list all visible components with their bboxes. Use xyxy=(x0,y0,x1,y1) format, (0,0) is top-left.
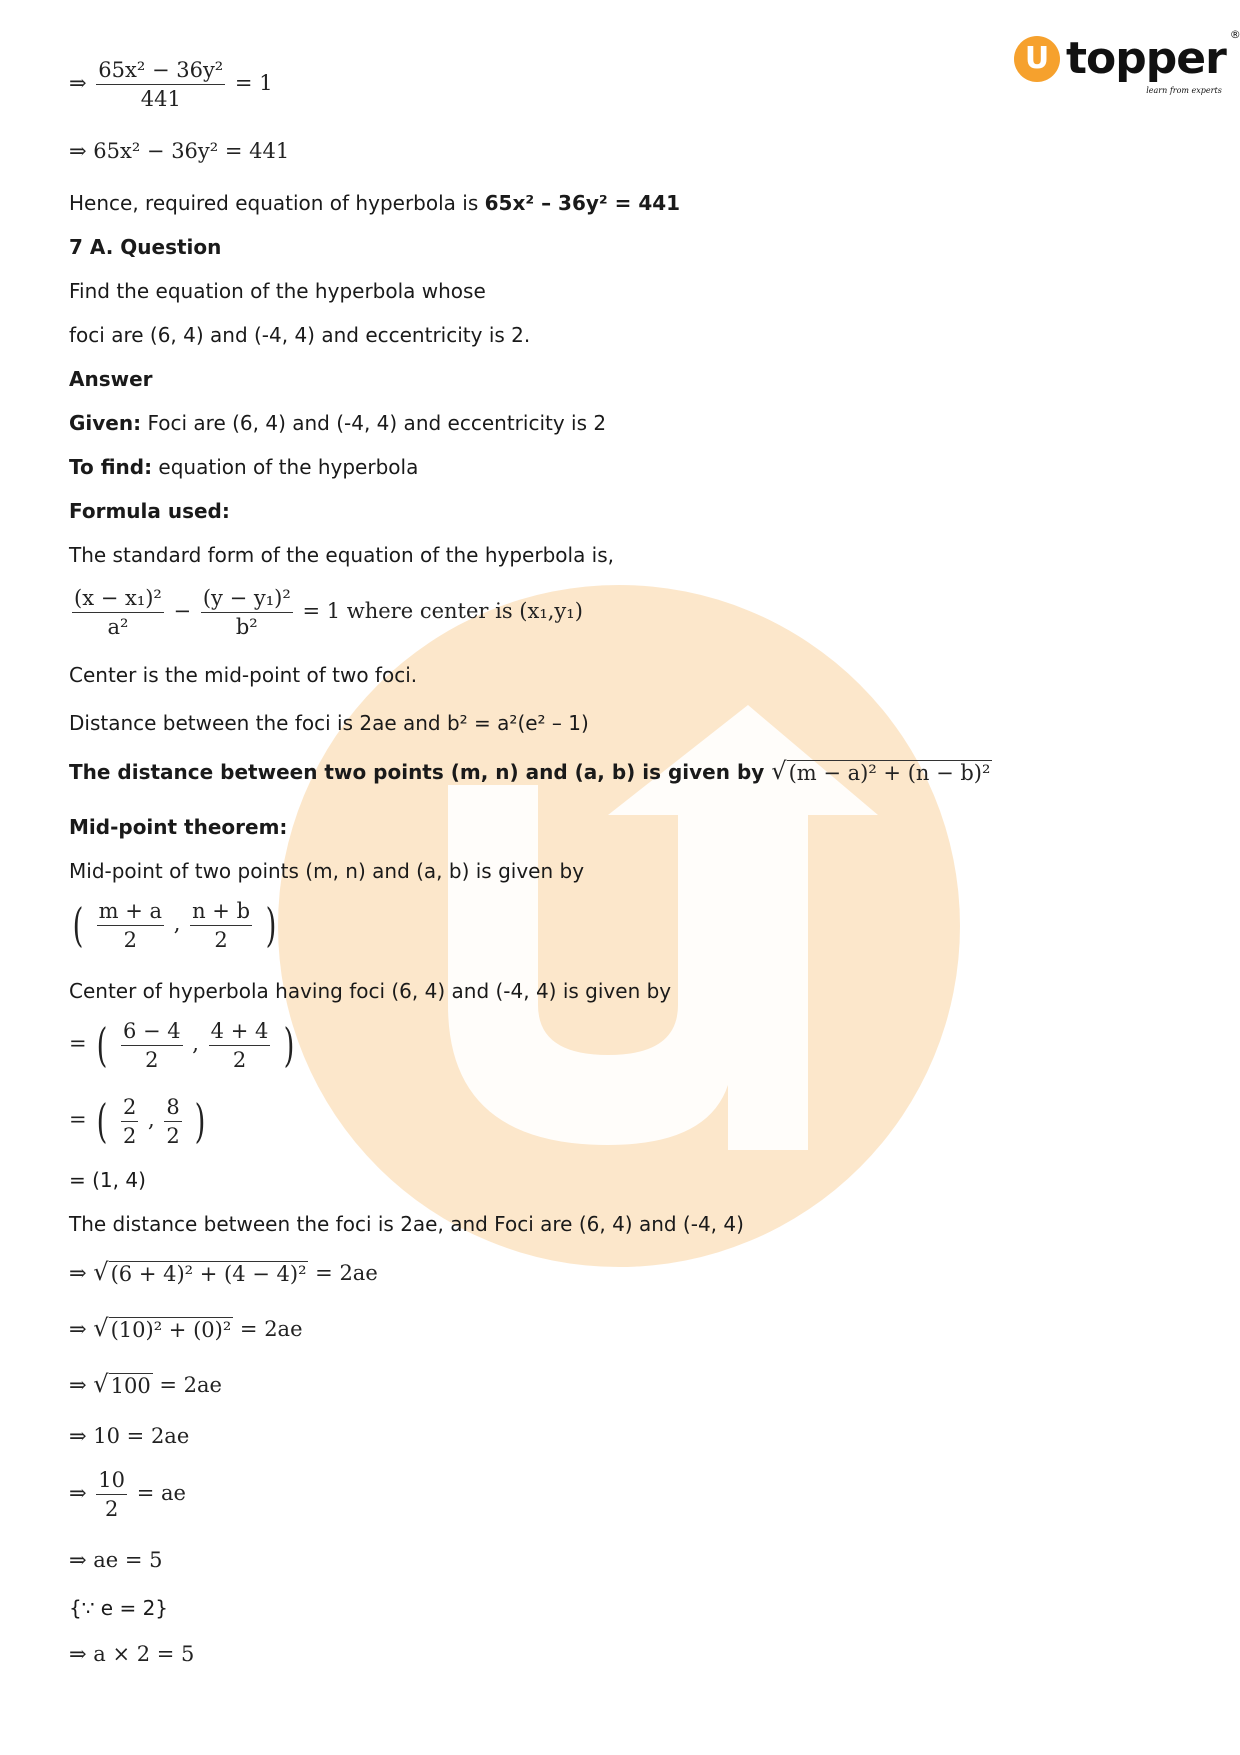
distance-foci-text: Distance between the foci is 2ae and b² = a²(e² – 1) xyxy=(69,711,589,735)
formula-heading: Formula used: xyxy=(69,499,230,523)
center-calc-2: = ( $\frac{2}{2}$ , $\frac{8}{2}$ ) xyxy=(69,1094,206,1148)
midpoint-text: Mid-point of two points (m, n) and (a, b) is given by xyxy=(69,859,585,883)
step-3: ⇒ √ 100 = 2ae xyxy=(69,1370,222,1398)
center-calc-1: = ( $\frac{6 - 4}{2}$ , $\frac{4 + 4}{2}$ ) xyxy=(69,1018,295,1072)
center-hyperbola-text: Center of hyperbola having foci (6, 4) and (-4, 4) is given by xyxy=(69,979,672,1003)
equation-2: ⇒ 65x² − 36y² = 441 xyxy=(69,139,290,163)
logo-wordmark: topper ® learn from experts xyxy=(1066,28,1240,95)
equation-fraction-1: ⇒ $\frac{\text{65x² − 36y²}}{441}$ = 1 xyxy=(69,58,273,111)
midpoint-heading: Mid-point theorem: xyxy=(69,815,288,839)
hence-statement: Hence, required equation of hyperbola is 65x² – 36y² = 441 xyxy=(69,191,681,215)
step-2: ⇒ √ (10)² + (0)² = 2ae xyxy=(69,1314,303,1342)
standard-form-text: The standard form of the equation of the hyperbola is, xyxy=(69,543,615,567)
center-result: = (1, 4) xyxy=(69,1168,146,1192)
step-4: ⇒ 10 = 2ae xyxy=(69,1424,190,1448)
to-find-line: To find: equation of the hyperbola xyxy=(69,455,419,479)
question-line-1: Find the equation of the hyperbola whose xyxy=(69,279,486,303)
step-5: ⇒ $\frac{10}{2}$ = ae xyxy=(69,1468,186,1521)
step-7: {∵ e = 2} xyxy=(69,1596,169,1620)
distance-formula-line: The distance between two points (m, n) and (a, b) is given by √ (m − a)² + (n − b)² xyxy=(69,757,991,785)
step-8: ⇒ a × 2 = 5 xyxy=(69,1642,195,1666)
question-line-2: foci are (6, 4) and (-4, 4) and eccentricity is 2. xyxy=(69,323,531,347)
center-text: Center is the mid-point of two foci. xyxy=(69,663,418,687)
midpoint-formula: ( $\frac{m + a}{2}$ , $\frac{n + b}{2}$ ) xyxy=(72,898,277,952)
given-line: Given: Foci are (6, 4) and (-4, 4) and eccentricity is 2 xyxy=(69,411,607,435)
watermark-logo xyxy=(278,585,960,1267)
standard-form-equation: $\frac{\text{(x − x₁)²}}{\text{a²}}$ − $\frac{\text{(y − y₁)²}}{\text{b²}}$ = 1 where center is (x₁,y₁) xyxy=(74,586,583,639)
answer-heading: Answer xyxy=(69,367,153,391)
brand-logo xyxy=(1014,28,1240,95)
question-heading: 7 A. Question xyxy=(69,235,222,259)
step-1: ⇒ √ (6 + 4)² + (4 − 4)² = 2ae xyxy=(69,1258,378,1286)
step-6: ⇒ ae = 5 xyxy=(69,1548,163,1572)
logo-mark: U xyxy=(1014,36,1060,82)
foci-distance-text: The distance between the foci is 2ae, and Foci are (6, 4) and (-4, 4) xyxy=(69,1212,744,1236)
